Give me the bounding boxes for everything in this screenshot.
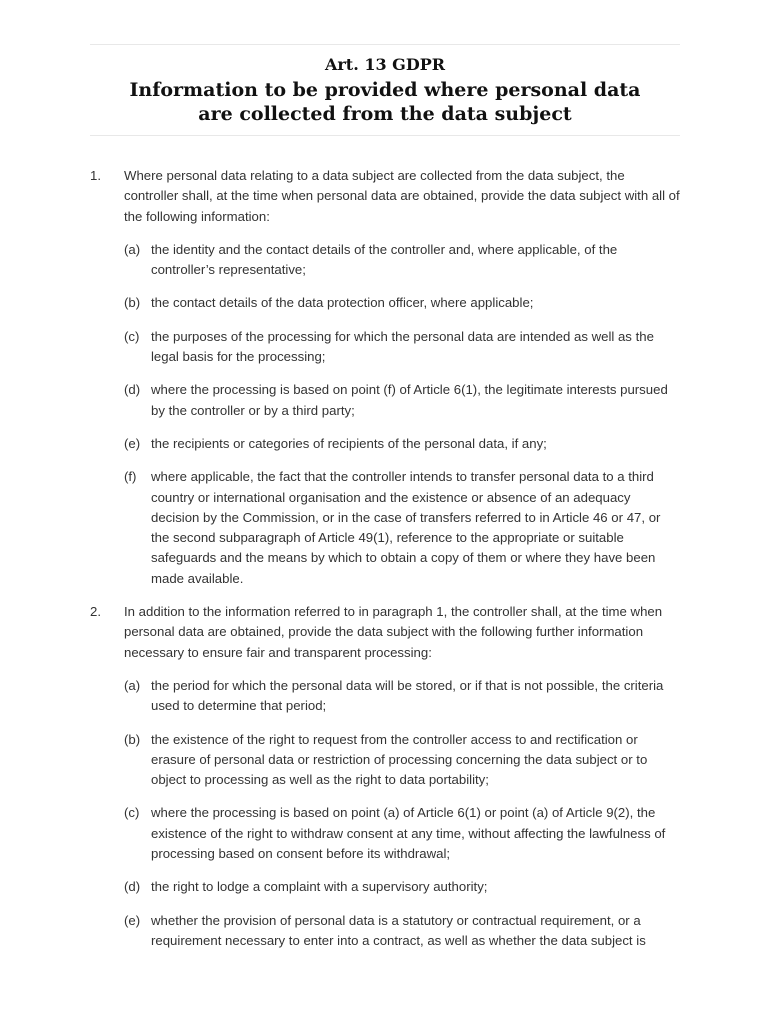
point-1a [124,240,680,281]
point-text: the purposes of the processing for which the personal data are intended as well as the legal basis for the processing; [151,328,654,365]
paragraph-text: Where personal data relating to a data subject are collected from the data subject, the controller shall, at the time when personal data are obtained, provide the data subject with all of the following information: [124,168,680,224]
point-2a [124,676,680,717]
point-list [124,240,680,589]
article-header [90,44,680,136]
point-1f [124,467,680,589]
paragraph-body [124,602,680,951]
point-label: (d) [124,382,141,398]
point-label: (e) [124,912,141,928]
point-2e [124,911,680,952]
point-label: (f) [124,469,137,485]
point-label: (a) [124,677,141,693]
paragraph-number: 1. [90,168,101,183]
point-text: whether the provision of personal data is a statutory or contractual requirement, or a requirement necessary to enter into a contract, as well as whether the data subject is [151,912,646,948]
point-text: the right to lodge a complaint with a supervisory authority; [151,879,488,895]
point-2c [124,803,680,864]
paragraph-1 [90,166,680,589]
point-label: (c) [124,328,140,344]
point-1d [124,380,680,421]
paragraph-number: 2. [90,604,101,620]
paragraph-text: In addition to the information referred to in paragraph 1, the controller shall, at the time when personal data are obtained, provide the data subject with the following further information necessary to ensure fair and transparent processing: [124,604,663,660]
point-1c [124,327,680,368]
document-page [90,0,680,964]
point-text: the contact details of the data protection officer, where applicable; [151,295,534,311]
point-label: (d) [124,879,141,895]
point-label: (a) [124,241,141,257]
point-list [124,676,680,951]
point-2d [124,877,680,897]
point-label: (b) [124,731,141,747]
point-1e [124,434,680,454]
point-text: the identity and the contact details of the controller and, where applicable, of the controller’s representative; [151,241,618,278]
point-label: (c) [124,805,140,821]
point-1b [124,293,680,313]
article-title: Information to be provided where personal data are collected from the data subject [129,79,641,125]
point-text: where the processing is based on point (a) of Article 6(1) or point (a) of Article 9(2), the existence of the right to withdraw consent at any time, without affecting the lawfulness of processing based on consent before its withdrawal; [151,805,666,862]
point-text: the period for which the personal data will be stored, or if that is not possible, the criteria used to determine that period; [151,677,664,714]
point-text: where applicable, the fact that the controller intends to transfer personal data to a third country or international organisation and the existence or absence of an adequacy decision by the Commission, or in the case of transfers referred to in Article 46 or 47, or the second subparagraph of Article 49(1), reference to the appropriate or suitable safeguards and the means by which to obtain a copy of them or where they have been made available. [151,469,661,586]
article-content [90,166,680,951]
paragraph-body [124,166,680,589]
point-text: the recipients or categories of recipients of the personal data, if any; [151,435,547,451]
point-2b [124,730,680,791]
paragraph-2 [90,602,680,951]
point-text: the existence of the right to request from the controller access to and rectification or erasure of personal data or restriction of processing concerning the data subject or to object to processing as well as the right to data portability; [151,731,648,788]
article-number: Art. 13 GDPR [324,55,446,74]
point-label: (b) [124,295,141,311]
point-text: where the processing is based on point (f) of Article 6(1), the legitimate interests pursued by the controller or by a third party; [151,382,668,418]
point-label: (e) [124,435,141,451]
